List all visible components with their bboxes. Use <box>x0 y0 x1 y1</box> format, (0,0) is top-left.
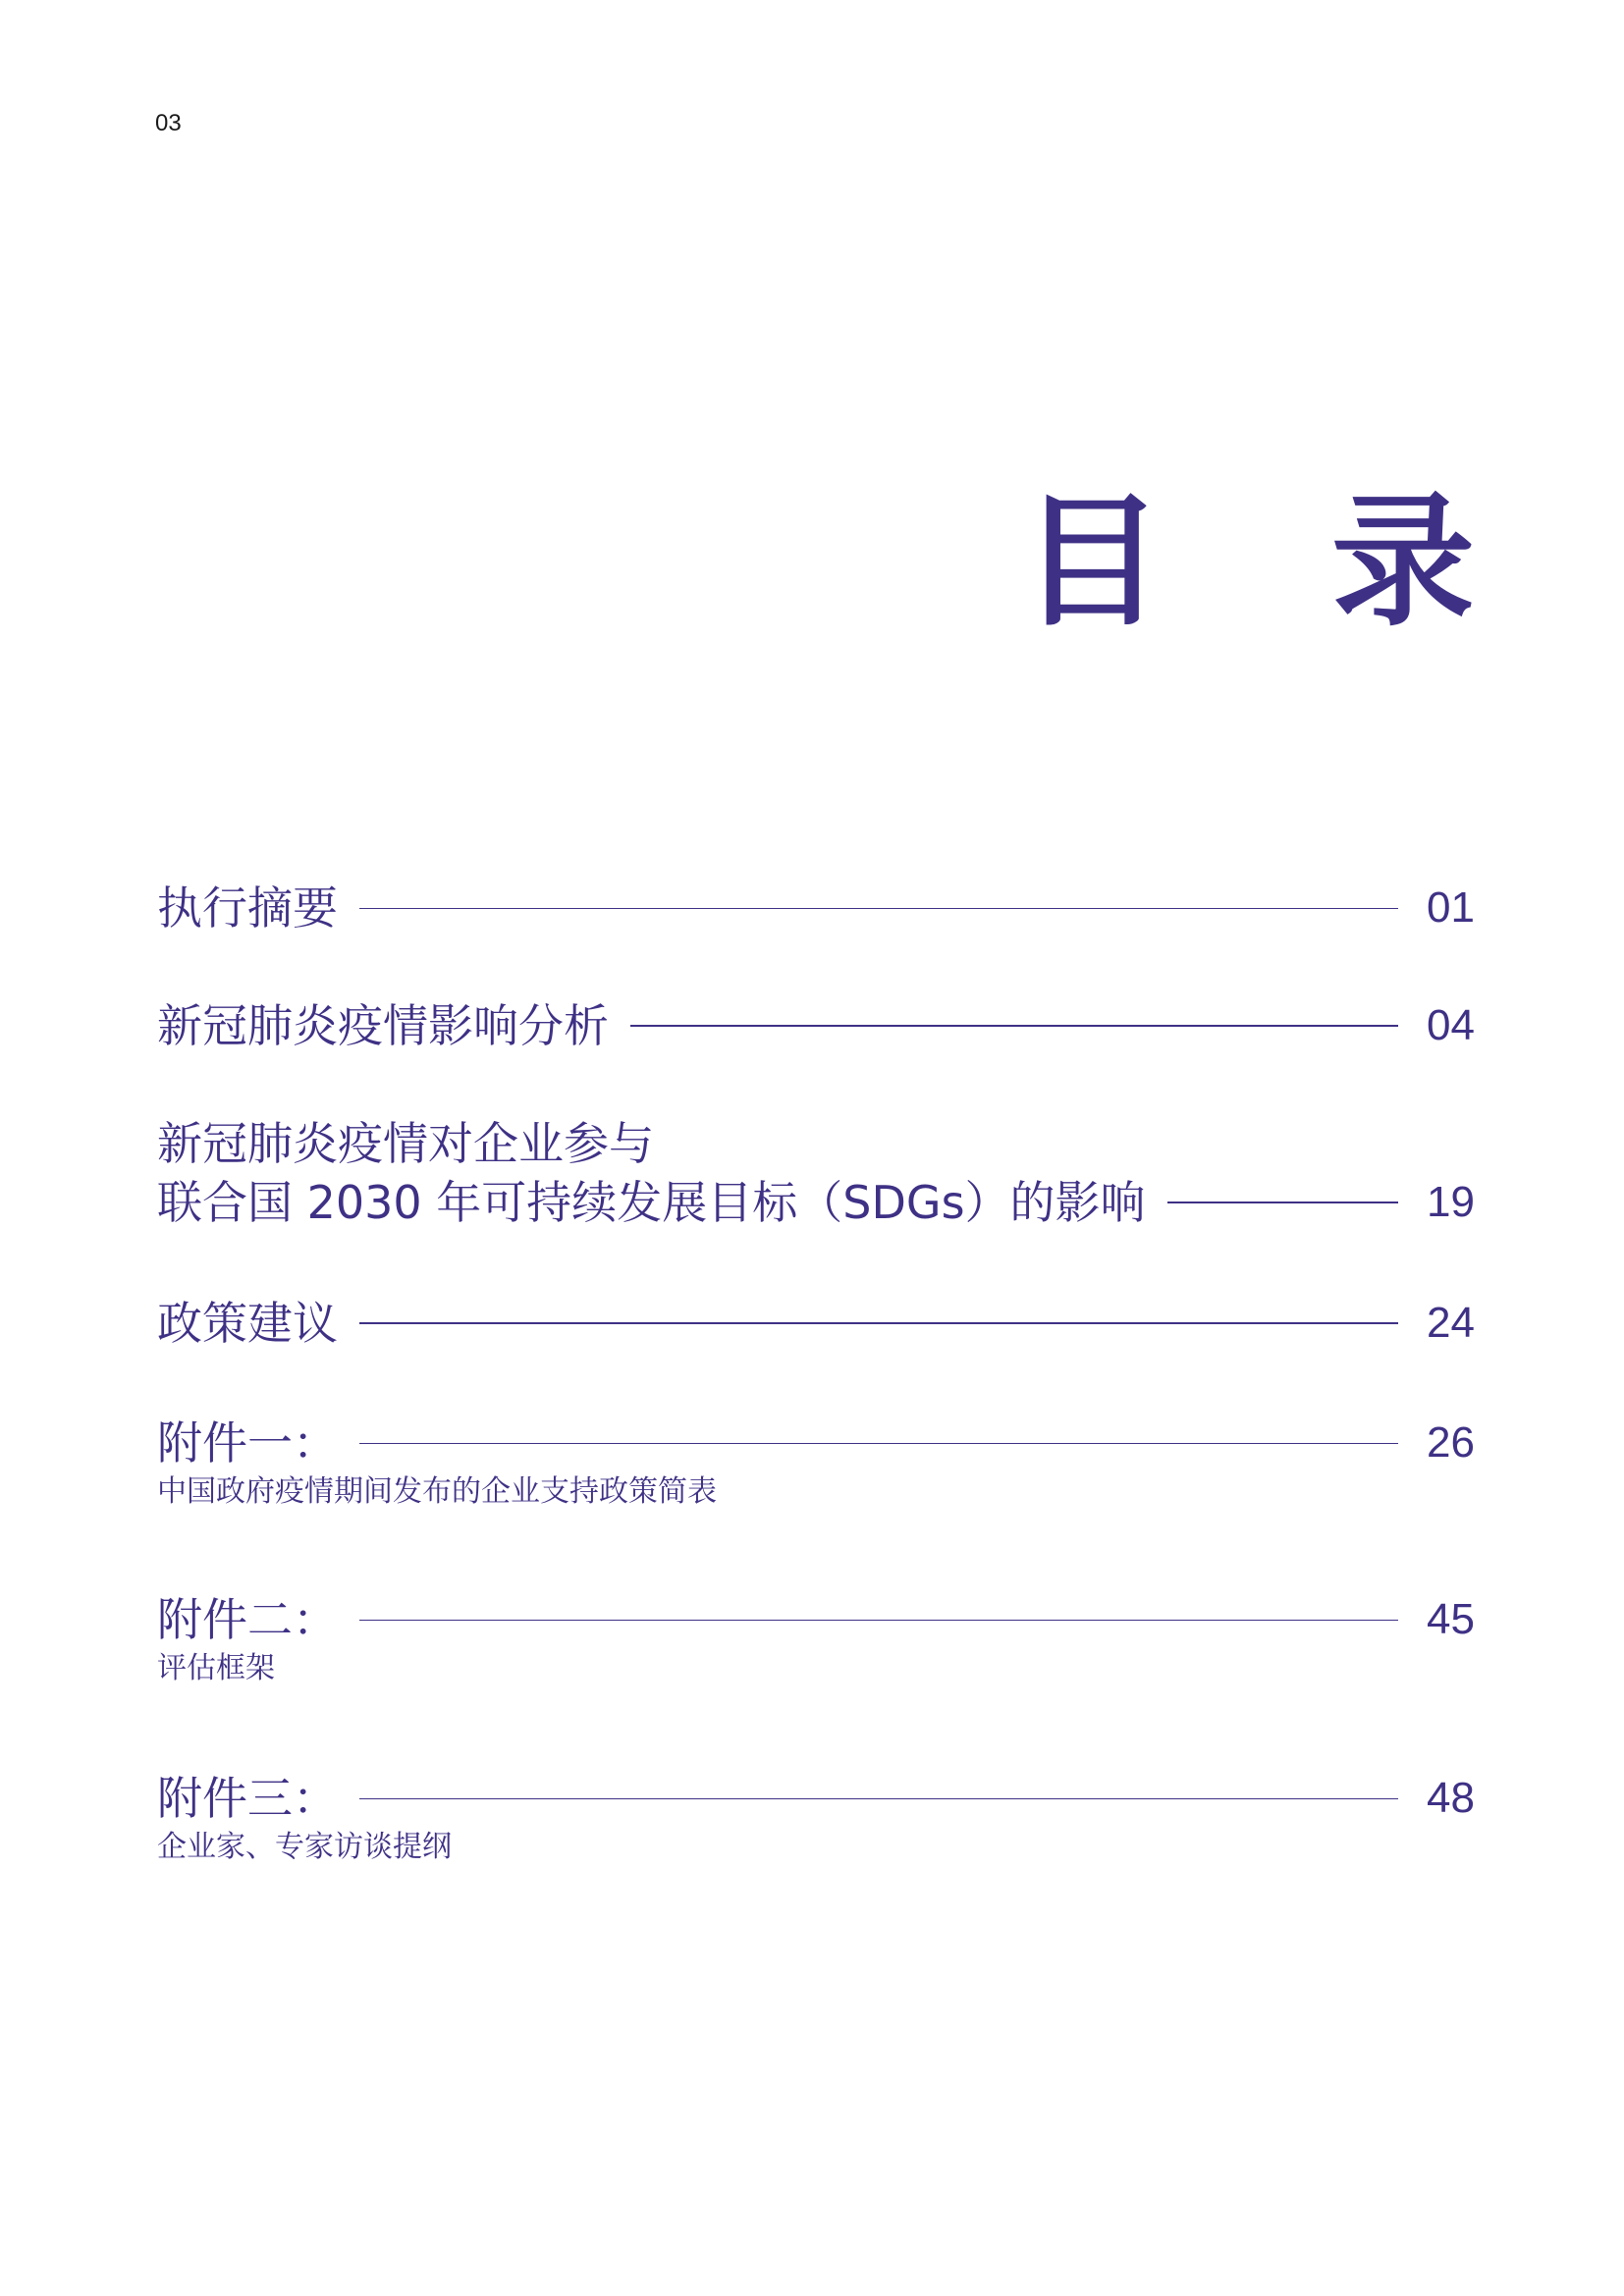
toc-entry-impact-analysis[interactable] <box>157 996 1475 1055</box>
toc-leader-line <box>359 1620 1398 1621</box>
toc-entry-sdgs-impact[interactable] <box>157 1114 1475 1232</box>
toc-entry-label: 附件二： <box>157 1593 338 1646</box>
toc-entry-page: 24 <box>1427 1299 1475 1347</box>
toc-entry-label: 附件三： <box>157 1772 338 1825</box>
toc-entry-subtitle: 企业家、专家访谈提纲 <box>157 1830 452 1864</box>
toc-entry-page: 04 <box>1427 1001 1475 1049</box>
toc-entry-policy-recommendations[interactable] <box>157 1294 1475 1353</box>
toc-leader-line <box>359 1443 1398 1444</box>
toc-leader-line <box>359 1798 1398 1799</box>
toc-entry-appendix-3[interactable] <box>157 1769 1475 1867</box>
toc-entry-label: 执行摘要 <box>157 881 338 934</box>
toc-leader-line <box>1167 1201 1398 1203</box>
toc-entry-executive-summary[interactable] <box>157 879 1475 937</box>
toc-entry-label-line1: 新冠肺炎疫情对企业参与 <box>157 1117 654 1170</box>
toc-entry-page: 26 <box>1427 1418 1475 1467</box>
toc-entry-label: 联合国 2030 年可持续发展目标（SDGs）的影响 <box>157 1176 1146 1229</box>
toc-leader-line <box>359 1322 1398 1324</box>
page-number: 03 <box>155 110 182 136</box>
toc-entry-label: 政策建议 <box>157 1297 338 1350</box>
toc-entry-page: 01 <box>1427 883 1475 932</box>
toc-entry-appendix-1[interactable] <box>157 1414 1475 1512</box>
toc-entry-page: 45 <box>1427 1595 1475 1643</box>
toc-leader-line <box>359 908 1398 909</box>
toc-entry-subtitle: 中国政府疫情期间发布的企业支持政策简表 <box>157 1474 717 1509</box>
toc-entry-page: 19 <box>1427 1178 1475 1226</box>
toc-entry-page: 48 <box>1427 1774 1475 1822</box>
toc-entry-subtitle: 评估框架 <box>157 1651 275 1685</box>
toc-title: 目 录 <box>1020 479 1534 646</box>
toc-entry-appendix-2[interactable] <box>157 1590 1475 1688</box>
toc-entry-label: 附件一： <box>157 1416 338 1469</box>
toc-entry-label: 新冠肺炎疫情影响分析 <box>157 999 609 1052</box>
toc-leader-line <box>630 1025 1398 1027</box>
